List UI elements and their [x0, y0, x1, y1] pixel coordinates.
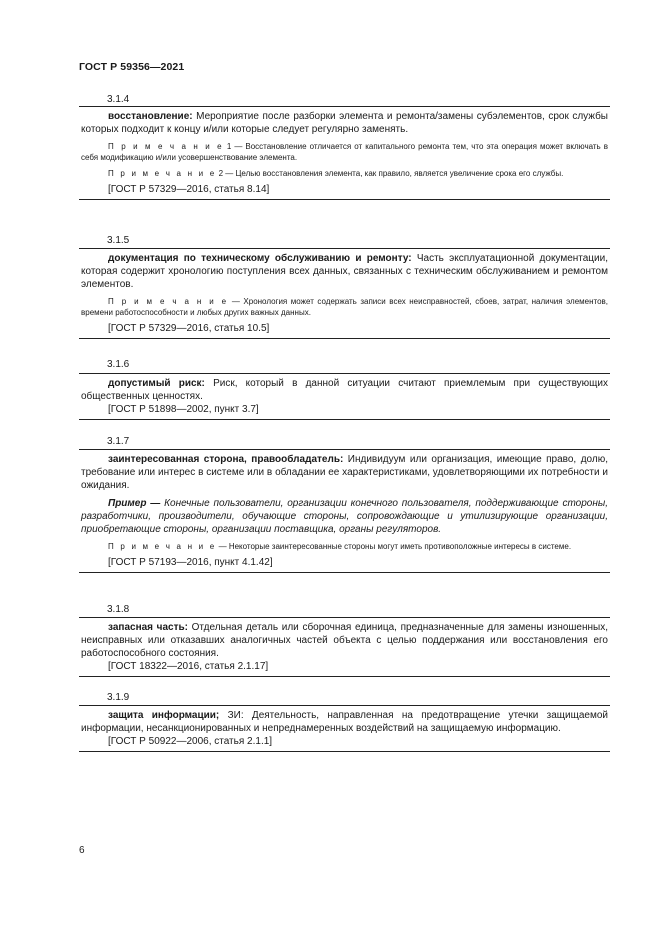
note — [81, 141, 608, 163]
definition-body: Часть эксплуатационной документации, которая содержит хронологию поступления всех данных, связанных с техническим обслуживанием и ремонтом элементов. — [81, 253, 608, 290]
section-number: 3.1.5 — [107, 235, 130, 246]
definition-body: Отдельная деталь или сборочная единица, предназначенные для замены изношенных, неисправных или отказавших аналогичных частей объекта с целью поддержания или восстановления его работоспособного состояния. — [81, 622, 608, 659]
page-number: 6 — [79, 845, 85, 856]
note-text: 1 — Восстановление отличается от капитального ремонта тем, что эта операция может включать в себя модификацию и/или усовершенствование элемента. — [81, 142, 609, 162]
document-header: ГОСТ Р 59356—2021 — [79, 61, 185, 73]
reference: [ГОСТ Р 57329—2016, статья 8.14] — [108, 184, 270, 195]
term: документация по техническому обслуживанию и ремонту: — [108, 253, 412, 264]
section-number: 3.1.9 — [107, 692, 130, 703]
note-text: — Хронология может содержать записи всех неисправностей, сбоев, затрат, наличия элементов, времени работоспособности и любых других важных данных. — [81, 297, 609, 317]
note — [81, 541, 608, 552]
definition-body: Риск, который в данной ситуации считают приемлемым при существующих общественных ценностях. — [81, 378, 608, 402]
note-label: П р и м е ч а н и е — [108, 142, 224, 151]
reference: [ГОСТ Р 57329—2016, статья 10.5] — [108, 323, 270, 334]
example-label: Пример — — [108, 498, 161, 509]
definition-box-3-1-7 — [79, 449, 610, 573]
reference: [ГОСТ Р 51898—2002, пункт 3.7] — [108, 404, 259, 415]
note — [81, 168, 608, 179]
example-text: Конечные пользователи, организации конечного пользователя, поддерживающие стороны, разработчики, производители, обучающие стороны, сопровождающие и утилизирующие организации, приобретающие стороны, организации поставщика, органы регуляторов. — [81, 498, 608, 535]
term: восстановление: — [108, 111, 193, 122]
term: запасная часть: — [108, 622, 188, 633]
note-label: П р и м е ч а н и е — [108, 169, 217, 178]
definition-text — [81, 709, 608, 735]
term: заинтересованная сторона, правообладатель: — [108, 454, 344, 465]
definition-body: Мероприятие после разборки элемента и ремонта/замены субэлементов, срок службы которых подходит к концу и/или которые следует регулярно заменять. — [81, 111, 608, 135]
reference: [ГОСТ Р 50922—2006, статья 2.1.1] — [108, 736, 273, 747]
definition-text — [81, 621, 608, 660]
definition-text — [81, 110, 608, 136]
reference: [ГОСТ 18322—2016, статья 2.1.17] — [108, 661, 269, 672]
section-number: 3.1.6 — [107, 359, 130, 370]
definition-text — [81, 377, 608, 403]
note-text: — Некоторые заинтересованные стороны могут иметь противоположные интересы в системе. — [216, 542, 572, 551]
note-label: П р и м е ч а н и е — [108, 297, 229, 306]
definition-box-3-1-9 — [79, 705, 610, 752]
reference: [ГОСТ Р 57193—2016, пункт 4.1.42] — [108, 557, 273, 568]
definition-text — [81, 252, 608, 291]
definition-box-3-1-8 — [79, 617, 610, 677]
section-number: 3.1.7 — [107, 436, 130, 447]
section-number: 3.1.4 — [107, 94, 130, 105]
definition-box-3-1-6 — [79, 373, 610, 420]
definition-box-3-1-5 — [79, 248, 610, 339]
definition-text — [81, 453, 608, 492]
definition-body: ЗИ: Деятельность, направленная на предотвращение утечки защищаемой информации, несанкционированных и непреднамеренных воздействий на защищаемую информацию. — [81, 710, 608, 734]
section-number: 3.1.8 — [107, 604, 130, 615]
note-text: 2 — Целью восстановления элемента, как правило, является увеличение срока его службы. — [216, 169, 564, 178]
example — [81, 497, 608, 536]
note-label: П р и м е ч а н и е — [108, 542, 217, 551]
definition-body: Индивидуум или организация, имеющие право, долю, требование или интерес в системе или в обладании ее характеристиками, удовлетворяющими их потребности и ожидания. — [81, 454, 608, 491]
definition-box-3-1-4 — [79, 106, 610, 200]
term: защита информации; — [108, 710, 220, 721]
note — [81, 296, 608, 318]
term: допустимый риск: — [108, 378, 205, 389]
